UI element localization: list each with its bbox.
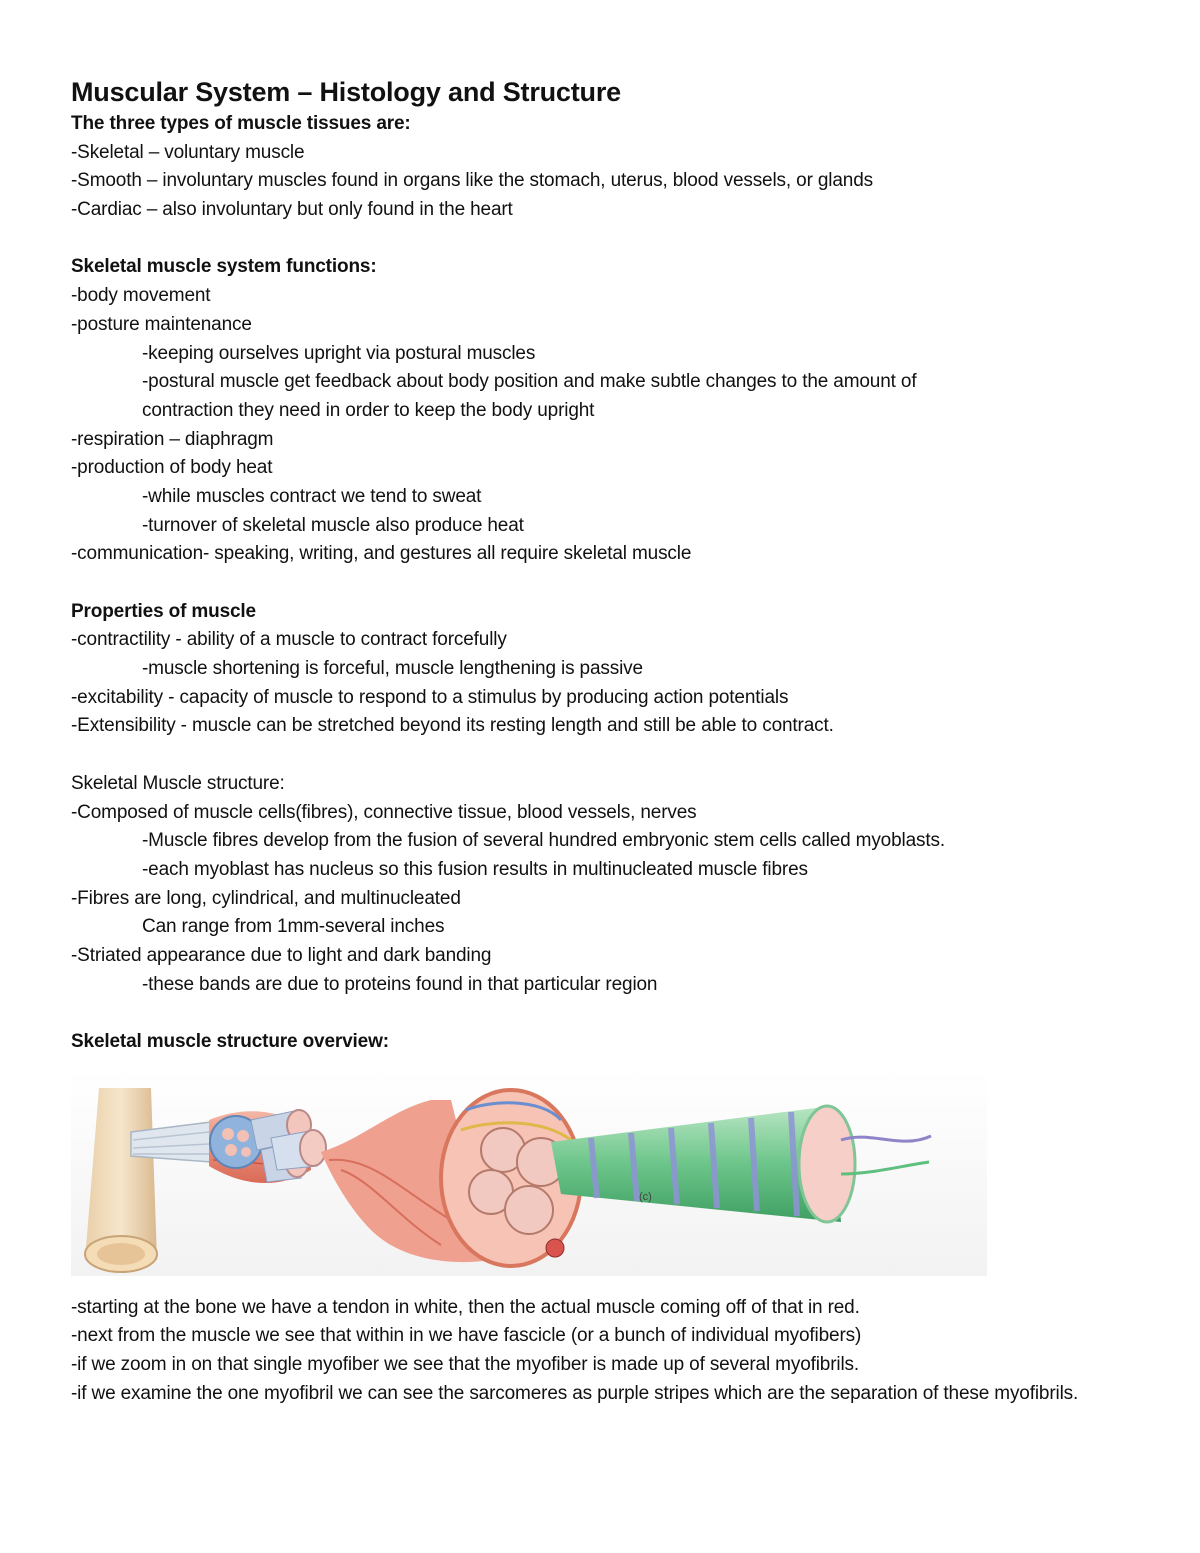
spacer xyxy=(71,741,1131,770)
document-page xyxy=(71,74,1131,1408)
types-item: -Cardiac – also involuntary but only found in the heart xyxy=(71,199,513,221)
structure-item: -Striated appearance due to light and dark banding xyxy=(71,944,492,966)
muscle-structure-illustration xyxy=(71,1070,987,1276)
structure-subitem: -each myoblast has nucleus so this fusion results in multinucleated muscle fibres xyxy=(142,858,808,880)
overview-paragraph: -starting at the bone we have a tendon in white, then the actual muscle coming off of that in red. xyxy=(71,1296,860,1318)
properties-item: -Extensibility - muscle can be stretched beyond its resting length and still be able to contract. xyxy=(71,715,834,737)
figure-label: (c) xyxy=(639,1190,652,1203)
functions-subitem: -postural muscle get feedback about body position and make subtle changes to the amount of xyxy=(142,371,917,393)
types-item: -Skeletal – voluntary muscle xyxy=(71,141,305,163)
spacer xyxy=(71,569,1131,598)
structure-subitem: -Muscle fibres develop from the fusion of several hundred embryonic stem cells called myoblasts. xyxy=(142,830,945,852)
structure-item: -Fibres are long, cylindrical, and multinucleated xyxy=(71,887,461,909)
structure-item: -Composed of muscle cells(fibres), connective tissue, blood vessels, nerves xyxy=(71,801,697,823)
functions-subitem: -turnover of skeletal muscle also produce heat xyxy=(142,514,524,536)
properties-heading: Properties of muscle xyxy=(71,600,256,622)
page-title: Muscular System – Histology and Structure xyxy=(71,77,621,107)
functions-item: -body movement xyxy=(71,285,211,307)
functions-item: -respiration – diaphragm xyxy=(71,428,274,450)
properties-item: -excitability - capacity of muscle to respond to a stimulus by producing action potentials xyxy=(71,686,789,708)
overview-paragraph: -next from the muscle we see that within in we have fascicle (or a bunch of individual myofibers) xyxy=(71,1325,862,1347)
functions-item: -communication- speaking, writing, and gestures all require skeletal muscle xyxy=(71,543,692,565)
functions-item: -production of body heat xyxy=(71,457,273,479)
functions-item: -posture maintenance xyxy=(71,313,252,335)
structure-subitem: Can range from 1mm-several inches xyxy=(142,916,445,938)
structure-subitem: -these bands are due to proteins found in that particular region xyxy=(142,973,658,995)
functions-heading: Skeletal muscle system functions: xyxy=(71,256,377,278)
properties-item: -contractility - ability of a muscle to contract forcefully xyxy=(71,629,507,651)
spacer xyxy=(71,999,1131,1028)
functions-subitem: -while muscles contract we tend to sweat xyxy=(142,485,482,507)
types-item: -Smooth – involuntary muscles found in organs like the stomach, uterus, blood vessels, or glands xyxy=(71,170,873,192)
overview-paragraph: -if we zoom in on that single myofiber we see that the myofiber is made up of several myofibrils. xyxy=(71,1354,860,1376)
functions-subitem: contraction they need in order to keep the body upright xyxy=(142,399,595,421)
functions-subitem: -keeping ourselves upright via postural muscles xyxy=(142,342,536,364)
overview-paragraph: -if we examine the one myofibril we can see the sarcomeres as purple stripes which are the separation of these myofibrils. xyxy=(71,1382,1079,1404)
types-heading: The three types of muscle tissues are: xyxy=(71,113,411,134)
spacer xyxy=(71,225,1131,254)
properties-subitem: -muscle shortening is forceful, muscle lengthening is passive xyxy=(142,658,643,680)
overview-heading: Skeletal muscle structure overview: xyxy=(71,1031,389,1052)
structure-heading: Skeletal Muscle structure: xyxy=(71,772,285,794)
